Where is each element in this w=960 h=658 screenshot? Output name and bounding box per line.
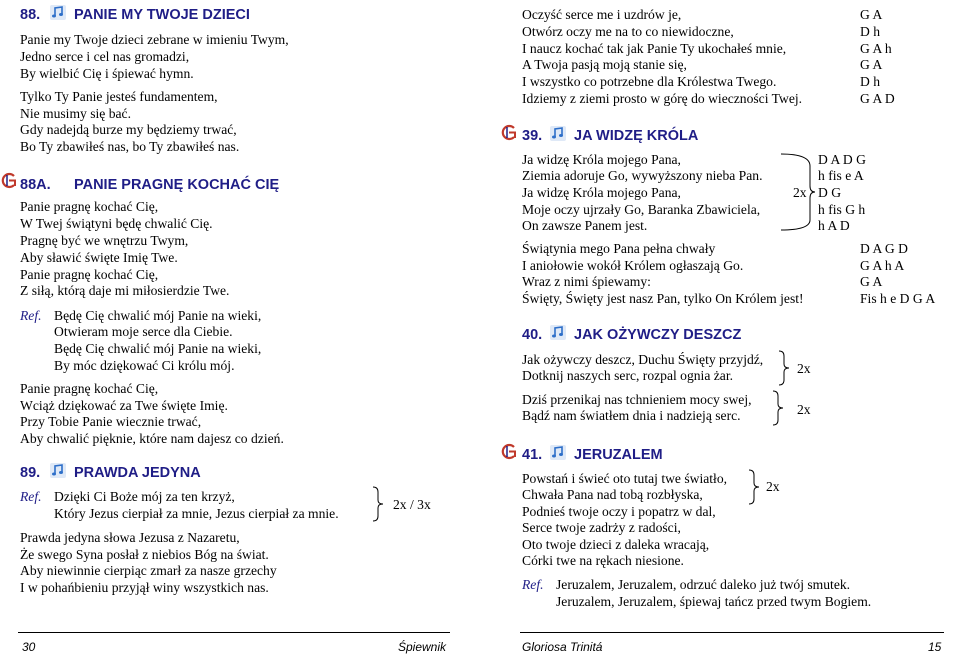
repeat-brace bbox=[372, 486, 384, 522]
lyric-line: W Twej świątyni będę chwalić Cię. bbox=[20, 216, 213, 231]
song-number: 39. bbox=[522, 128, 543, 144]
lyric-line: Panie pragnę kochać Cię, bbox=[20, 267, 159, 282]
lyric-line: I wszystko co potrzebne dla Królestwa Twego. bbox=[522, 74, 777, 89]
chord-line: Fis h e D G A bbox=[860, 291, 936, 306]
lyric-line: Bądź nam światłem dnia i nadzieją serc. bbox=[522, 408, 741, 423]
repeat-brace bbox=[778, 350, 790, 386]
lyric-line: Chwała Pana nad tobą rozbłyska, bbox=[522, 487, 703, 502]
repeat-label: 2x / 3x bbox=[393, 497, 431, 512]
song-title: PANIE MY TWOJE DZIECI bbox=[74, 7, 250, 23]
lyric-line: I w pohańbieniu przyjął winy wszystkich nas. bbox=[20, 580, 269, 595]
lyric-line: Ja widzę Króla mojego Pana, bbox=[522, 185, 681, 200]
chord-line: h A D bbox=[818, 218, 850, 233]
song-88-title bbox=[20, 7, 40, 23]
lyric-line: Wciąż dziękować za Twe święte Imię. bbox=[20, 398, 228, 413]
lyric-line: Prawda jedyna słowa Jezusa z Nazaretu, bbox=[20, 530, 240, 545]
repeat-brace bbox=[772, 390, 784, 426]
refrain-line: Dzięki Ci Boże mój za ten krzyż, bbox=[54, 489, 235, 504]
lyric-line: Aby niewinnie cierpiąc zmarł za nasze grzechy bbox=[20, 563, 277, 578]
gc-logo-icon bbox=[0, 172, 18, 189]
lyric-line: Córki twe na rękach niesione. bbox=[522, 553, 684, 568]
chord-line: G A h A bbox=[860, 258, 905, 273]
lyric-line: Panie pragnę kochać Cię, bbox=[20, 199, 159, 214]
footer-divider bbox=[520, 632, 944, 633]
lyric-line: Jak ożywczy deszcz, Duchu Święty przyjdź, bbox=[522, 352, 764, 367]
lyric-line: Z siłą, którą daje mi miłosierdzie Twe. bbox=[20, 283, 230, 298]
song-number: 88. bbox=[20, 7, 41, 23]
refrain-label: Ref. bbox=[522, 577, 544, 592]
lyric-line: Nie musimy się bać. bbox=[20, 106, 131, 121]
lyric-line: Powstań i świeć oto tutaj twe światło, bbox=[522, 471, 728, 486]
refrain-line: Będę Cię chwalić mój Panie na wieki, bbox=[54, 341, 262, 356]
lyric-line: Panie pragnę kochać Cię, bbox=[20, 381, 159, 396]
song-number: 40. bbox=[522, 327, 543, 343]
lyric-line: By wielbić Cię i śpiewać hymn. bbox=[20, 66, 194, 81]
lyric-line: Bo Ty zbawiłeś nas, bo Ty zbawiłeś nas. bbox=[20, 139, 240, 154]
chord-line: D A G D bbox=[860, 241, 908, 256]
lyric-line: On zawsze Panem jest. bbox=[522, 218, 648, 233]
lyric-line: Oczyść serce me i uzdrów je, bbox=[522, 7, 682, 22]
lyric-line: Ziemia adoruje Go, wywyższony nieba Pan. bbox=[522, 168, 763, 183]
refrain-line: Otwieram moje serce dla Ciebie. bbox=[54, 324, 233, 339]
lyric-line: Idziemy z ziemi prosto w górę do wieczności Twej. bbox=[522, 91, 803, 106]
song-number: 88A. bbox=[20, 177, 51, 193]
lyric-line: Przy Tobie Panie wiecznie trwać, bbox=[20, 414, 202, 429]
lyric-line: Moje oczy ujrzały Go, Baranka Zbawiciela, bbox=[522, 202, 761, 217]
page-number-left: 30 bbox=[22, 640, 36, 654]
chord-line: G A h bbox=[860, 41, 892, 56]
lyric-line: Ja widzę Króla mojego Pana, bbox=[522, 152, 681, 167]
footer-divider bbox=[18, 632, 450, 633]
song-number: 89. bbox=[20, 465, 41, 481]
chord-line: G A bbox=[860, 7, 883, 22]
refrain-line: By móc dziękować Ci królu mój. bbox=[54, 358, 235, 373]
lyric-line: Wraz z nimi śpiewamy: bbox=[522, 274, 651, 289]
chord-line: D h bbox=[860, 74, 881, 89]
song-title: JAK OŻYWCZY DESZCZ bbox=[574, 327, 742, 343]
footer-publisher: Gloriosa Trinitá bbox=[522, 640, 603, 654]
lyric-line: Panie my Twoje dzieci zebrane w imieniu Twym, bbox=[20, 32, 289, 47]
lyric-line: Jedno serce i cel nas gromadzi, bbox=[20, 49, 190, 64]
music-note-icon bbox=[50, 463, 66, 478]
repeat-label: 2x bbox=[793, 185, 807, 200]
refrain-label: Ref. bbox=[20, 308, 42, 323]
song-title: PRAWDA JEDYNA bbox=[74, 465, 201, 481]
chord-line: h fis G h bbox=[818, 202, 866, 217]
refrain-line: Który Jezus cierpiał za mnie, Jezus cierpiał za mnie. bbox=[54, 506, 339, 521]
music-note-icon bbox=[550, 126, 566, 141]
refrain-line: Będę Cię chwalić mój Panie na wieki, bbox=[54, 308, 262, 323]
repeat-brace bbox=[748, 469, 760, 505]
repeat-label: 2x bbox=[797, 402, 811, 417]
lyric-line: Pragnę być we wnętrzu Twym, bbox=[20, 233, 189, 248]
lyric-line: Aby sławić święte Imię Twe. bbox=[20, 250, 178, 265]
song-title: JERUZALEM bbox=[574, 447, 663, 463]
lyric-line: I naucz kochać tak jak Panie Ty ukochałeś mnie, bbox=[522, 41, 787, 56]
footer-book-title: Śpiewnik bbox=[398, 640, 447, 654]
chord-line: h fis e A bbox=[818, 168, 864, 183]
lyric-line: I aniołowie wokół Królem ogłaszają Go. bbox=[522, 258, 744, 273]
chord-line: G A D bbox=[860, 91, 895, 106]
lyric-line: Oto twoje dzieci z daleka wracają, bbox=[522, 537, 710, 552]
lyric-line: Gdy nadejdą burze my będziemy trwać, bbox=[20, 122, 237, 137]
lyric-line: Serce twoje zadrży z radości, bbox=[522, 520, 681, 535]
chord-line: D G bbox=[818, 185, 842, 200]
page-number-right: 15 bbox=[928, 640, 942, 654]
refrain-line: Jeruzalem, Jeruzalem, śpiewaj tańcz przed twym Bogiem. bbox=[556, 594, 872, 609]
repeat-label: 2x bbox=[797, 361, 811, 376]
gc-logo-icon bbox=[500, 124, 518, 141]
gc-logo-icon bbox=[500, 443, 518, 460]
chord-line: D A D G bbox=[818, 152, 866, 167]
lyric-line: Aby chwalić pięknie, które nam dajesz co dzień. bbox=[20, 431, 284, 446]
lyric-line: Świątynia mego Pana pełna chwały bbox=[522, 241, 716, 256]
lyric-line: Podnieś twoje oczy i popatrz w dal, bbox=[522, 504, 716, 519]
repeat-label: 2x bbox=[766, 479, 780, 494]
music-note-icon bbox=[550, 325, 566, 340]
lyric-line: Święty, Święty jest nasz Pan, tylko On Królem jest! bbox=[522, 291, 804, 306]
music-note-icon bbox=[50, 5, 66, 20]
refrain-line: Jeruzalem, Jeruzalem, odrzuć daleko już twój smutek. bbox=[556, 577, 851, 592]
lyric-line: Dziś przenikaj nas tchnieniem mocy swej, bbox=[522, 392, 752, 407]
lyric-line: Tylko Ty Panie jesteś fundamentem, bbox=[20, 89, 218, 104]
lyric-line: A Twoja pasją moją stanie się, bbox=[522, 57, 687, 72]
chord-line: D h bbox=[860, 24, 881, 39]
song-title: JA WIDZĘ KRÓLA bbox=[574, 128, 699, 144]
lyric-line: Dotknij naszych serc, rozpal ognia żar. bbox=[522, 368, 734, 383]
refrain-label: Ref. bbox=[20, 489, 42, 504]
song-number: 41. bbox=[522, 447, 543, 463]
chord-line: G A bbox=[860, 274, 883, 289]
song-title: PANIE PRAGNĘ KOCHAĆ CIĘ bbox=[74, 177, 280, 193]
chord-line: G A bbox=[860, 57, 883, 72]
lyric-line: Otwórz oczy me na to co niewidoczne, bbox=[522, 24, 734, 39]
music-note-icon bbox=[550, 445, 566, 460]
lyric-line: Że swego Syna posłał z niebios Bóg na świat. bbox=[20, 547, 269, 562]
